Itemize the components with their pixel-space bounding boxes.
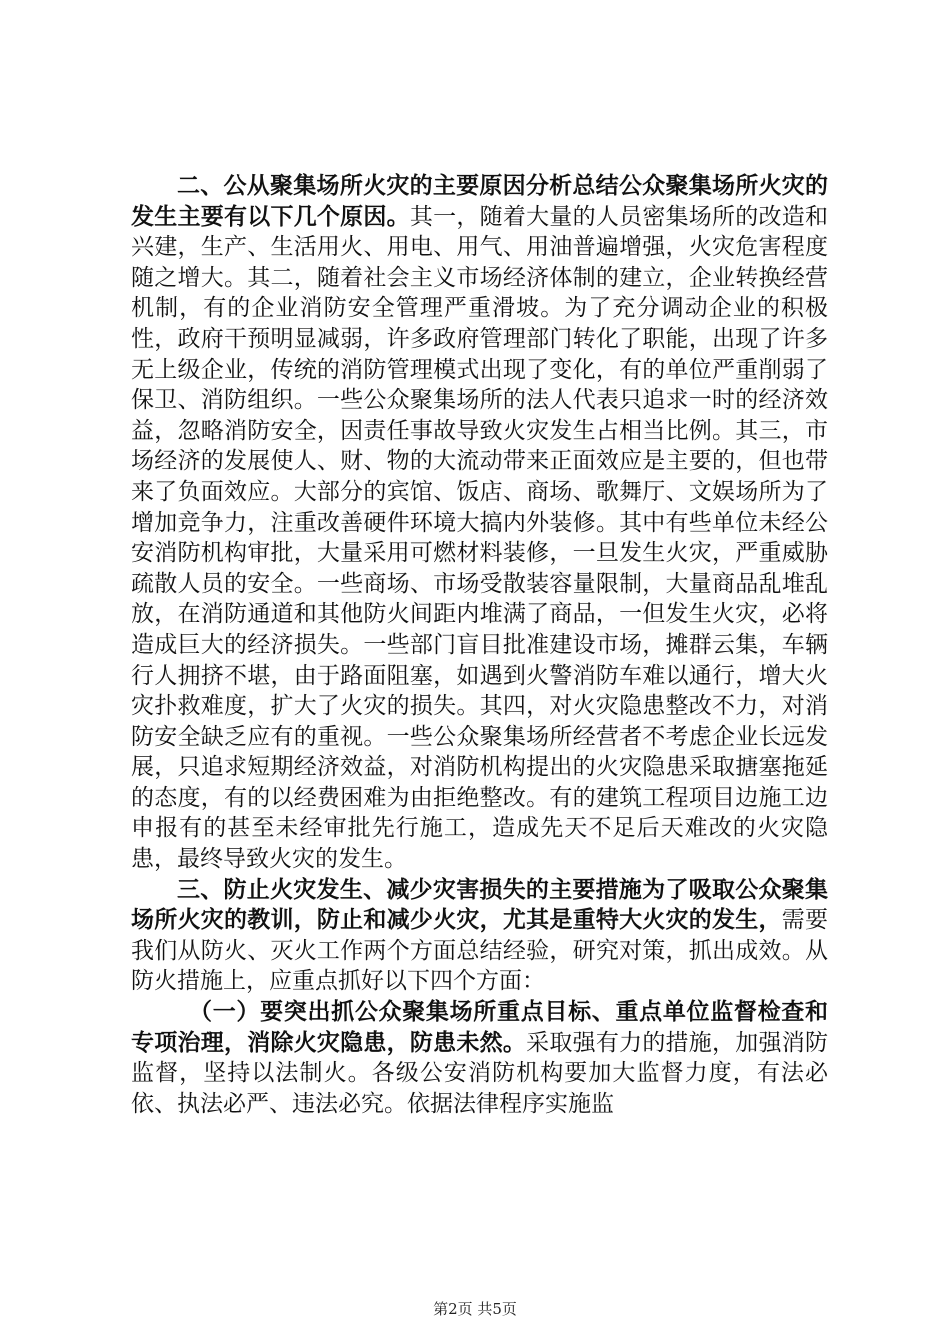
paragraph-causes [131,171,828,875]
paragraph-lead: 三、防止火灾发生、减少灾害损失的主要措施为了吸取公众聚集场所火灾的教训，防止和减少火灾，尤其是重特大火灾的发生， [131,875,828,934]
paragraph-body: 采取强有力的措施，加强消防监督，坚持以法制火。各级公安消防机构要加大监督力度，有法必依、执法必严、违法必究。依据法律程序实施监 [131,1029,829,1117]
paragraph-body: 需要我们从防火、灭火工作两个方面总结经验，研究对策，抓出成效。从防火措施上，应重点抓好以下四个方面： [131,907,829,995]
paragraph-lead: 二、公从聚集场所火灾的主要原因分析总结公众聚集场所火灾的发生主要有以下几个原因。 [131,172,828,230]
paragraph-measures [131,875,828,997]
page-number: 第2页 共5页 [433,1300,517,1318]
paragraph-body: 其一，随着大量的人员密集场所的改造和兴建，生产、生活用火、用电、用气、用油普遍增强，火灾危害程度随之增大。其二，随着社会主义市场经济体制的建立，企业转换经营机制，有的企业消防安全管理严重滑坡。为了充分调动企业的积极性，政府干预明显减弱，许多政府管理部门转化了职能，出现了许多无上级企业，传统的消防管理模式出现了变化，有的单位严重削弱了保卫、消防组织。一些公众聚集场所的法人代表只追求一时的经济效益，忽略消防安全，因责任事故导致火灾发生占相当比例。其三，市场经济的发展使人、财、物的大流动带来正面效应是主要的，但也带来了负面效应。大部分的宾馆、饭店、商场、歌舞厅、文娱场所为了增加竞争力，注重改善硬件环境大搞内外装修。其中有些单位未经公安消防机构审批，大量采用可燃材料装修，一旦发生火灾，严重威胁疏散人员的安全。一些商场、市场受散装容量限制，大量商品乱堆乱放，在消防通道和其他防火间距内堆满了商品，一但发生火灾，必将造成巨大的经济损失。一些部门盲目批准建设市场，摊群云集，车辆行人拥挤不堪，由于路面阻塞，如遇到火警消防车难以通行，增大火灾扑救难度，扩大了火灾的损失。其四，对火灾隐患整改不力，对消防安全缺乏应有的重视。一些公众聚集场所经营者不考虑企业长远发展，只追求短期经济效益，对消防机构提出的火灾隐患采取搪塞拖延的态度，有的以经费困难为由拒绝整改。有的建筑工程项目边施工边申报有的甚至未经审批先行施工，造成先天不足后天难改的火灾隐患，最终导致火灾的发生。 [131,203,829,873]
paragraph-measure-one [131,997,828,1119]
page-footer [0,1298,950,1319]
document-body [131,171,828,1119]
paragraph-lead: （一）要突出抓公众聚集场所重点目标、重点单位监督检查和专项治理，消除火灾隐患，防患未然。 [131,998,828,1056]
